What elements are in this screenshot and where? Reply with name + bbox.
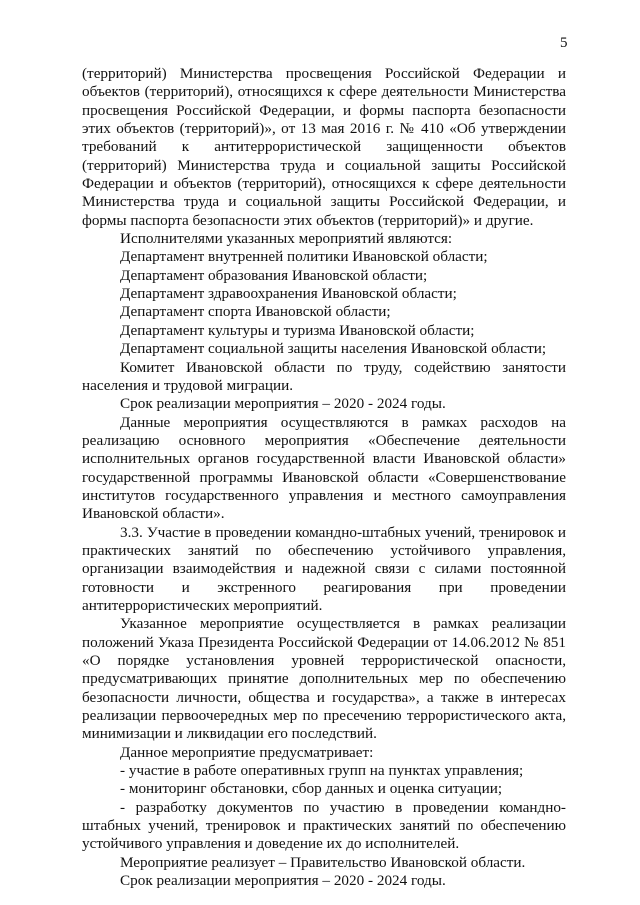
paragraph-implementer: Мероприятие реализует – Правительство Ивановской области.	[120, 853, 526, 871]
paragraph-executors-intro: Исполнителями указанных мероприятий являются:	[120, 230, 453, 248]
provision-item: - разработку документов по участию в проведении командно-штабных учений, тренировок и практических занятий по обеспечению устойчивого управления и доведение их до исполнителей.	[82, 798, 566, 853]
executor-item: Департамент культуры и туризма Ивановской области;	[120, 321, 475, 339]
paragraph-continuation: (территорий) Министерства просвещения Российской Федерации и объектов (территорий), относящихся к сфере деятельности Министерства просвещения Российской Федерации, и формы паспорта безопасности этих объектов (территорий)», от 13 мая 2016 г. № 410 «Об утверждении требований к антитеррористической защищенности объектов (территорий) Министерства труда и социальной защиты Российской Федерации и объектов (территорий), относящихся к сфере деятельности Министерства труда и социальной защиты Российской Федерации, и формы паспорта безопасности этих объектов (территорий)» и другие.	[82, 65, 566, 229]
document-body	[82, 65, 566, 890]
page-number: 5	[560, 35, 568, 51]
paragraph-funding: Данные мероприятия осуществляются в рамках расходов на реализацию основного мероприятия «Обеспечение деятельности исполнительных органов государственной власти Ивановской области» государственной программы Ивановской области «Совершенствование институтов государственного управления и местного самоуправления Ивановской области».	[82, 413, 566, 523]
executor-item: Департамент здравоохранения Ивановской области;	[120, 285, 457, 303]
executor-item: Департамент спорта Ивановской области;	[120, 303, 391, 321]
executor-item: Комитет Ивановской области по труду, содействию занятости населения и трудовой миграции.	[82, 358, 566, 394]
paragraph-section-3-3: 3.3. Участие в проведении командно-штабных учений, тренировок и практических занятий по обеспечению устойчивого управления, организации взаимодействия и надежной связи с силами постоянной готовности и экстренного реагирования при проведении антитеррористических мероприятий.	[82, 523, 566, 614]
paragraph-term: Срок реализации мероприятия – 2020 - 2024 годы.	[120, 395, 446, 413]
provision-item: - участие в работе оперативных групп на пунктах управления;	[120, 762, 524, 780]
provision-item: - мониторинг обстановки, сбор данных и оценка ситуации;	[120, 780, 503, 798]
executor-item: Департамент социальной защиты населения Ивановской области;	[120, 340, 547, 358]
executor-item: Департамент образования Ивановской области;	[120, 266, 428, 284]
executor-item: Департамент внутренней политики Ивановской области;	[120, 248, 488, 266]
paragraph-decree: Указанное мероприятие осуществляется в рамках реализации положений Указа Президента Российской Федерации от 14.06.2012 № 851 «О порядке установления уровней террористической опасности, предусматривающих принятие дополнительных мер по обеспечению безопасности личности, общества и государства», а также в интересах реализации первоочередных мер по пресечению террористического акта, минимизации и ликвидации его последствий.	[82, 615, 566, 743]
paragraph-provides-intro: Данное мероприятие предусматривает:	[120, 743, 374, 761]
paragraph-term: Срок реализации мероприятия – 2020 - 2024 годы.	[120, 872, 446, 890]
